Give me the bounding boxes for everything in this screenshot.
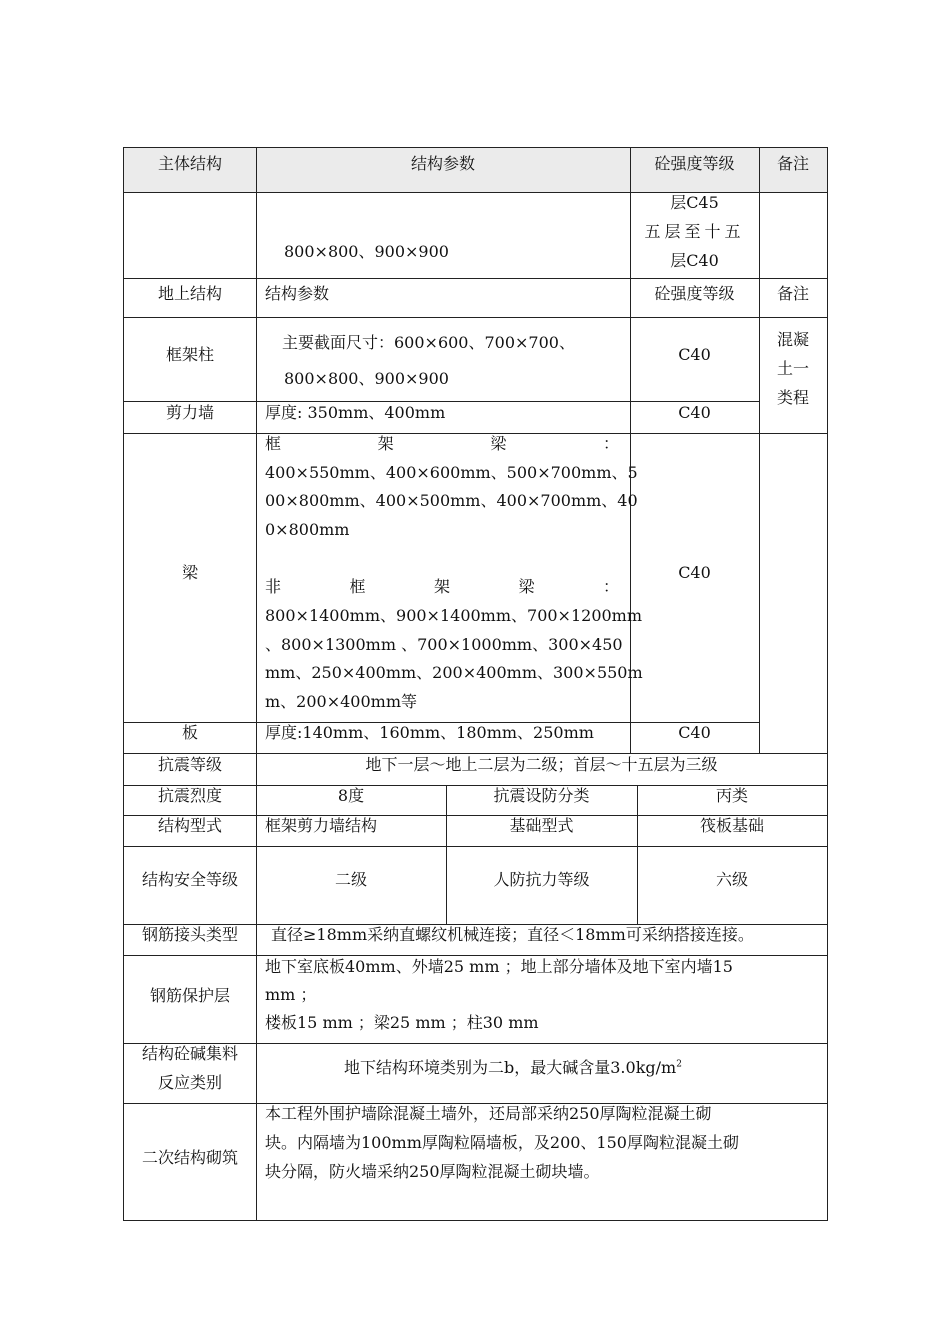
foundation-type-value: 筏板基础 bbox=[699, 816, 764, 835]
remark-line-2: 土一 bbox=[776, 359, 809, 378]
beam-nonframe-line-2: 、800×1300mm 、700×1000mm、300×450 bbox=[265, 635, 623, 654]
beam-frame-line-1: 400×550mm、400×600mm、500×700mm、5 bbox=[265, 463, 638, 482]
remark-line-1: 混凝 bbox=[776, 330, 809, 349]
beam-nonframe-char: 非 bbox=[265, 577, 282, 596]
civil-defense-value: 六级 bbox=[715, 870, 748, 889]
foundation-type-label: 基础型式 bbox=[509, 816, 574, 835]
rule-mid-b bbox=[637, 785, 638, 925]
beam-nonframe-char: 架 bbox=[433, 577, 450, 596]
structure-type-value: 框架剪力墙结构 bbox=[265, 816, 378, 835]
rule-column-bottom bbox=[123, 401, 760, 402]
alkali-value bbox=[344, 1058, 682, 1078]
beam-grade: C40 bbox=[678, 563, 711, 582]
beam-frame-char: 框 bbox=[265, 434, 282, 453]
rule-top bbox=[123, 147, 828, 148]
rule-table-bottom bbox=[123, 1220, 828, 1221]
rule-joint-bottom bbox=[123, 955, 828, 956]
wall-grade: C40 bbox=[678, 403, 711, 422]
safety-grade-label: 结构安全等级 bbox=[141, 870, 238, 889]
header-remarks: 备注 bbox=[776, 154, 809, 173]
seismic-intensity-value: 8度 bbox=[337, 786, 365, 805]
beam-nonframe-line-1: 800×1400mm、900×1400mm、700×1200mm bbox=[265, 606, 643, 625]
beam-frame-line-3: 0×800mm bbox=[265, 520, 350, 539]
beam-frame-line-2: 00×800mm、400×500mm、400×700mm、40 bbox=[265, 491, 638, 510]
alkali-label-line-1: 结构砼碱集料 bbox=[141, 1044, 238, 1063]
rebar-cover-line-3: 楼板15 mm ；梁25 mm ；柱30 mm bbox=[265, 1013, 539, 1032]
remark-line-3: 类程 bbox=[776, 388, 809, 407]
masonry-line-2: 块。内隔墙为100mm厚陶粒隔墙板，及200、150厚陶粒混凝土砌 bbox=[265, 1133, 739, 1152]
above-structure-label: 地上结构 bbox=[157, 284, 222, 303]
alkali-value-sup: 2 bbox=[676, 1059, 682, 1070]
beam-frame-char: ： bbox=[602, 434, 619, 453]
rule-carry-bottom bbox=[123, 278, 828, 279]
header-structure-params: 结构参数 bbox=[410, 154, 475, 173]
rebar-joint-label: 钢筋接头类型 bbox=[141, 925, 238, 944]
above-grade-label: 砼强度等级 bbox=[654, 284, 735, 303]
masonry-line-1: 本工程外围护墙除混凝土墙外，还局部采纳250厚陶粒混凝土砌 bbox=[265, 1104, 712, 1123]
rebar-joint-value: 直径≥18mm采纳直螺纹机械连接；直径＜18mm可采纳搭接连接。 bbox=[271, 925, 754, 944]
slab-grade: C40 bbox=[678, 723, 711, 742]
beam-nonframe-char: 框 bbox=[349, 577, 366, 596]
seismic-fortification-label: 抗震设防分类 bbox=[493, 786, 590, 805]
rule-remark-col bbox=[759, 147, 760, 754]
above-params-label: 结构参数 bbox=[265, 284, 330, 303]
beam-nonframe-line-3: mm、250×400mm、200×400mm、300×550m bbox=[265, 663, 643, 682]
rebar-cover-line-1: 地下室底板40mm、外墙25 mm ；地上部分墙体及地下室内墙15 bbox=[265, 957, 733, 976]
rule-structure-type-bottom bbox=[123, 846, 828, 847]
beam-frame-char: 梁 bbox=[490, 434, 507, 453]
carry-grade-line-2: 五层至十五 bbox=[644, 222, 745, 241]
beam-nonframe-char: ： bbox=[602, 577, 619, 596]
safety-grade-value: 二级 bbox=[334, 870, 367, 889]
slab-name: 板 bbox=[181, 723, 198, 742]
rule-right bbox=[827, 147, 828, 1221]
rule-slab-bottom bbox=[123, 753, 828, 754]
wall-params: 厚度: 350mm、400mm bbox=[265, 403, 446, 422]
rebar-cover-label: 钢筋保护层 bbox=[149, 986, 230, 1005]
alkali-label-line-2: 反应类别 bbox=[157, 1073, 222, 1092]
header-concrete-grade: 砼强度等级 bbox=[654, 154, 735, 173]
masonry-label: 二次结构砌筑 bbox=[141, 1148, 238, 1167]
civil-defense-label: 人防抗力等级 bbox=[493, 870, 590, 889]
masonry-line-3: 块分隔，防火墙采纳250厚陶粒混凝土砌块墙。 bbox=[265, 1162, 600, 1181]
above-remarks-label: 备注 bbox=[776, 284, 809, 303]
seismic-grade-label: 抗震等级 bbox=[157, 755, 222, 774]
rebar-cover-line-2: mm ； bbox=[265, 985, 317, 1004]
carry-params: 800×800、900×900 bbox=[284, 242, 449, 261]
carry-grade-line-1: 层C45 bbox=[670, 193, 719, 212]
seismic-intensity-label: 抗震烈度 bbox=[157, 786, 222, 805]
beam-name: 梁 bbox=[181, 563, 198, 582]
beam-frame-char: 架 bbox=[377, 434, 394, 453]
beam-frame-heading bbox=[265, 434, 619, 454]
column-line-1: 主要截面尺寸：600×600、700×700、 bbox=[282, 333, 575, 352]
rule-mid-a bbox=[446, 785, 447, 925]
column-grade: C40 bbox=[678, 345, 711, 364]
wall-name: 剪力墙 bbox=[165, 403, 214, 422]
alkali-value-text: 地下结构环境类别为二b，最大碱含量3.0kg/m bbox=[344, 1058, 677, 1077]
rule-above-bottom bbox=[123, 317, 828, 318]
seismic-fortification-value: 丙类 bbox=[715, 786, 748, 805]
slab-params: 厚度:140mm、160mm、180mm、250mm bbox=[265, 723, 594, 742]
structure-type-label: 结构型式 bbox=[157, 816, 222, 835]
column-name: 框架柱 bbox=[165, 345, 214, 364]
column-line-2: 800×800、900×900 bbox=[284, 369, 449, 388]
beam-nonframe-line-4: m、200×400mm等 bbox=[265, 692, 418, 711]
beam-nonframe-char: 梁 bbox=[518, 577, 535, 596]
seismic-grade-value: 地下一层～地上二层为二级；首层～十五层为三级 bbox=[365, 755, 718, 774]
carry-grade-line-3: 层C40 bbox=[670, 251, 719, 270]
header-main-structure: 主体结构 bbox=[157, 154, 222, 173]
beam-nonframe-heading bbox=[265, 577, 619, 597]
